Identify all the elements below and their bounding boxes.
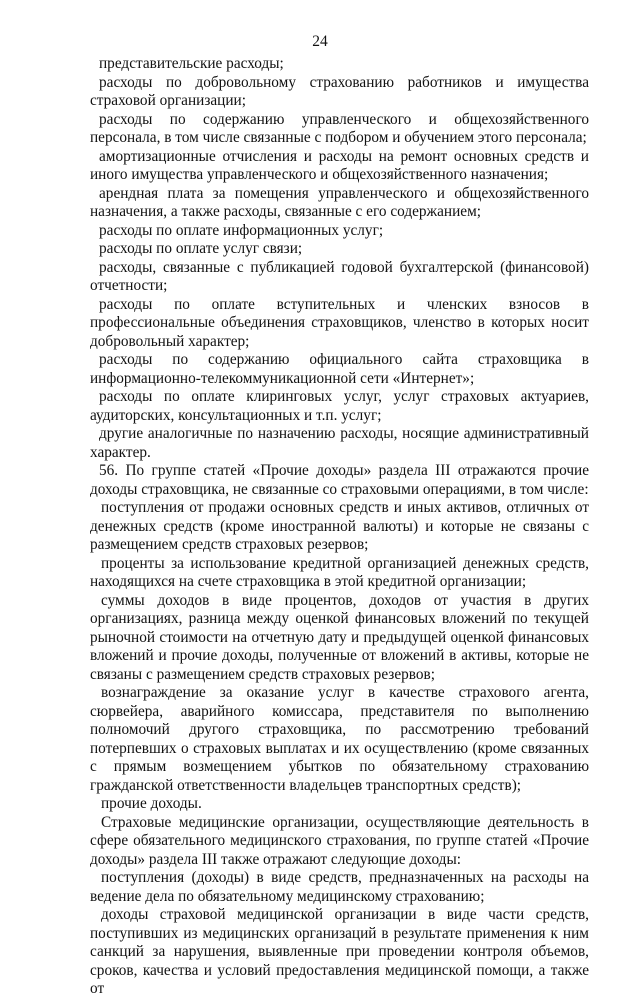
paragraph: расходы, связанные с публикацией годовой бухгалтерской (финансовой) отчетности; bbox=[90, 258, 589, 294]
paragraph: расходы по добровольному страхованию работников и имущества страховой организации; bbox=[90, 73, 589, 109]
paragraph: суммы доходов в виде процентов, доходов от участия в других организациях, разница между оценкой финансовых вложений по текущей рыночной стоимости на отчетную дату и предыдущей оценкой финансовых вложений и прочие доходы, полученные от вложений в активы, которые не связаны с размещением средств страховых резервов; bbox=[90, 591, 589, 683]
paragraph: расходы по оплате клиринговых услуг, услуг страховых актуариев, аудиторских, консультационных и т.п. услуг; bbox=[90, 388, 589, 424]
paragraph: вознаграждение за оказание услуг в качестве страхового агента, сюрвейера, аварийного комиссара, представителя по выполнению полномочий другого страховщика, по рассмотрению требований потерпевших о страховых выплатах и их осуществлению (кроме связанных с прямым возмещением убытков по обязательному страхованию гражданской ответственности владельцев транспортных средств); bbox=[90, 684, 589, 794]
paragraph: поступления от продажи основных средств и иных активов, отличных от денежных средств (кроме иностранной валюты) и которые не связаны с размещением средств страховых резервов; bbox=[90, 499, 589, 553]
paragraph: арендная плата за помещения управленческого и общехозяйственного назначения, а также расходы, связанные с его содержанием; bbox=[90, 184, 589, 220]
paragraph: расходы по содержанию официального сайта страховщика в информационно-телекоммуникационной сети «Интернет»; bbox=[90, 351, 589, 387]
paragraph: представительские расходы; bbox=[99, 55, 284, 72]
paragraph: другие аналогичные по назначению расходы, носящие административный характер. bbox=[90, 425, 589, 461]
body-text bbox=[90, 55, 589, 999]
paragraph: 56. По группе статей «Прочие доходы» раздела III отражаются прочие доходы страховщика, не связанные со страховыми операциями, в том числе: bbox=[90, 462, 589, 498]
paragraph: расходы по содержанию управленческого и общехозяйственного персонала, в том числе связанные с подбором и обучением этого персонала; bbox=[90, 110, 589, 146]
paragraph: поступления (доходы) в виде средств, предназначенных на расходы на ведение дела по обязательному медицинскому страхованию; bbox=[90, 869, 589, 905]
paragraph: амортизационные отчисления и расходы на ремонт основных средств и иного имущества управленческого и общехозяйственного назначения; bbox=[90, 147, 589, 183]
paragraph: доходы страховой медицинской организации в виде части средств, поступивших из медицинских организаций в результате применения к ним санкций за нарушения, выявленные при проведении контроля объемов, сроков, качества и условий предоставления медицинской помощи, а также от bbox=[90, 906, 589, 997]
paragraph: расходы по оплате информационных услуг; bbox=[99, 221, 384, 239]
paragraph: расходы по оплате вступительных и членских взносов в профессиональные объединения страховщиков, членство в которых носит добровольный характер; bbox=[90, 295, 589, 350]
paragraph: расходы по оплате услуг связи; bbox=[99, 240, 303, 257]
paragraph: прочие доходы. bbox=[101, 795, 202, 812]
paragraph: проценты за использование кредитной организацией денежных средств, находящихся на счете страховщика в этой кредитной организации; bbox=[90, 554, 589, 590]
paragraph: Страховые медицинские организации, осуществляющие деятельность в сфере обязательного медицинского страхования, по группе статей «Прочие доходы» раздела III также отражают следующие доходы: bbox=[90, 813, 589, 868]
page-number: 24 bbox=[312, 33, 328, 50]
